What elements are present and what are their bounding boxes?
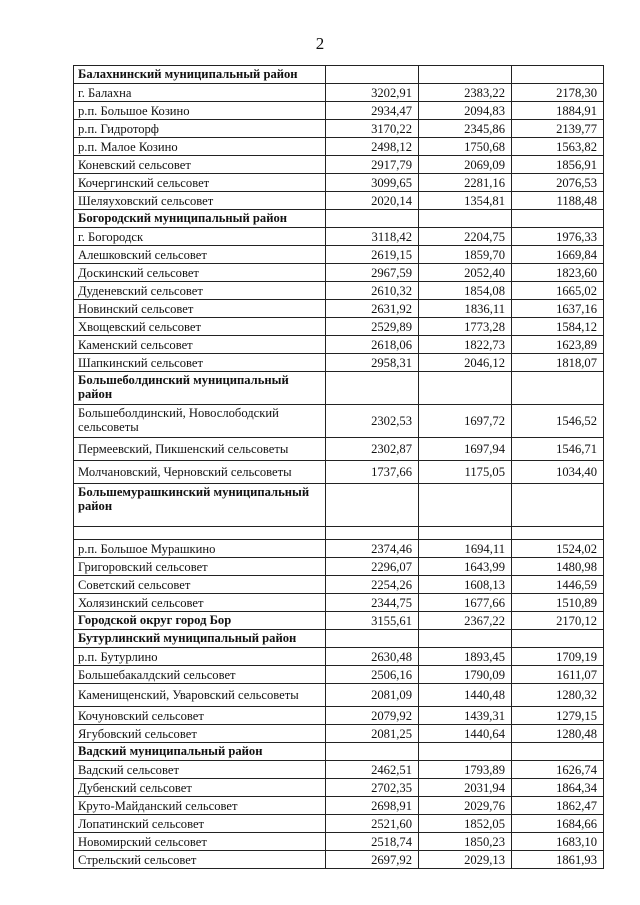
value-cell-2: 1694,11 <box>419 540 512 558</box>
district-name-cell: Вадский муниципальный район <box>74 743 326 761</box>
table-row <box>74 405 604 438</box>
value-cell-2: 2052,40 <box>419 264 512 282</box>
value-cell-2: 2345,86 <box>419 120 512 138</box>
value-cell-3: 1034,40 <box>512 461 604 484</box>
value-cell-1: 2631,92 <box>326 300 419 318</box>
value-cell-2 <box>419 210 512 228</box>
value-cell-3 <box>512 484 604 527</box>
value-cell-2: 1643,99 <box>419 558 512 576</box>
value-cell-2: 1850,23 <box>419 833 512 851</box>
value-cell-2 <box>419 66 512 84</box>
district-name-cell: Бутурлинский муниципальный район <box>74 630 326 648</box>
value-cell-3: 1623,89 <box>512 336 604 354</box>
value-cell-2: 2069,09 <box>419 156 512 174</box>
value-cell-2: 1175,05 <box>419 461 512 484</box>
value-cell-1: 3202,91 <box>326 84 419 102</box>
value-cell-3 <box>512 372 604 405</box>
district-name-cell: Богородский муниципальный район <box>74 210 326 228</box>
locality-name-cell: Григоровский сельсовет <box>74 558 326 576</box>
table-row <box>74 336 604 354</box>
value-cell-1 <box>326 66 419 84</box>
value-cell-2: 1859,70 <box>419 246 512 264</box>
value-cell-1: 2529,89 <box>326 318 419 336</box>
table-row <box>74 797 604 815</box>
locality-name-cell: Стрельский сельсовет <box>74 851 326 869</box>
value-cell-3: 1563,82 <box>512 138 604 156</box>
district-name-cell: Городской округ город Бор <box>74 612 326 630</box>
table-row <box>74 246 604 264</box>
locality-name-cell: р.п. Большое Мурашкино <box>74 540 326 558</box>
table-row <box>74 282 604 300</box>
locality-name-cell: Дуденевский сельсовет <box>74 282 326 300</box>
table-row <box>74 138 604 156</box>
value-cell-2: 1773,28 <box>419 318 512 336</box>
value-cell-3: 1584,12 <box>512 318 604 336</box>
locality-name-cell: Каменищенский, Уваровский сельсоветы <box>74 684 326 707</box>
value-cell-1: 2506,16 <box>326 666 419 684</box>
district-header-row <box>74 210 604 228</box>
value-cell-1: 2302,87 <box>326 438 419 461</box>
locality-name-cell: Шеляуховский сельсовет <box>74 192 326 210</box>
value-cell-1: 2081,25 <box>326 725 419 743</box>
value-cell-2 <box>419 372 512 405</box>
value-cell-2: 1697,72 <box>419 405 512 438</box>
table-row <box>74 761 604 779</box>
value-cell-1: 2917,79 <box>326 156 419 174</box>
value-cell-3: 2076,53 <box>512 174 604 192</box>
locality-name-cell: Лопатинский сельсовет <box>74 815 326 833</box>
value-cell-1: 2610,32 <box>326 282 419 300</box>
value-cell-1: 2081,09 <box>326 684 419 707</box>
table-body <box>74 66 604 869</box>
table-row <box>74 120 604 138</box>
value-cell-3: 1709,19 <box>512 648 604 666</box>
value-cell-2: 1854,08 <box>419 282 512 300</box>
locality-name-cell: Дубенский сельсовет <box>74 779 326 797</box>
value-cell-3: 1862,47 <box>512 797 604 815</box>
value-cell-3: 1280,32 <box>512 684 604 707</box>
value-cell-2 <box>419 743 512 761</box>
value-cell-1: 2302,53 <box>326 405 419 438</box>
value-cell-1: 2618,06 <box>326 336 419 354</box>
district-header-row <box>74 630 604 648</box>
value-cell-2: 1440,64 <box>419 725 512 743</box>
value-cell-3 <box>512 630 604 648</box>
district-header-row <box>74 612 604 630</box>
value-cell-3: 1510,89 <box>512 594 604 612</box>
locality-name-cell: Холязинский сельсовет <box>74 594 326 612</box>
district-header-row <box>74 484 604 527</box>
value-cell-2: 1836,11 <box>419 300 512 318</box>
table-row <box>74 84 604 102</box>
table-row <box>74 594 604 612</box>
district-name-cell: Большеболдинский муниципальный район <box>74 372 326 405</box>
value-cell-3: 1279,15 <box>512 707 604 725</box>
value-cell-2: 2367,22 <box>419 612 512 630</box>
value-cell-2 <box>419 527 512 540</box>
value-cell-3: 1188,48 <box>512 192 604 210</box>
value-cell-2: 2031,94 <box>419 779 512 797</box>
value-cell-1: 2518,74 <box>326 833 419 851</box>
table-row <box>74 833 604 851</box>
district-header-row <box>74 372 604 405</box>
value-cell-1: 2344,75 <box>326 594 419 612</box>
value-cell-3: 1665,02 <box>512 282 604 300</box>
value-cell-2: 1793,89 <box>419 761 512 779</box>
value-cell-1: 2521,60 <box>326 815 419 833</box>
table-row <box>74 300 604 318</box>
table-row <box>74 779 604 797</box>
value-cell-1 <box>326 484 419 527</box>
value-cell-1: 2498,12 <box>326 138 419 156</box>
value-cell-2: 1608,13 <box>419 576 512 594</box>
value-cell-2: 1750,68 <box>419 138 512 156</box>
table-row <box>74 228 604 246</box>
value-cell-1: 1737,66 <box>326 461 419 484</box>
value-cell-2: 2281,16 <box>419 174 512 192</box>
value-cell-1: 2702,35 <box>326 779 419 797</box>
value-cell-1: 2697,92 <box>326 851 419 869</box>
locality-name-cell: Ягубовский сельсовет <box>74 725 326 743</box>
locality-name-cell: г. Балахна <box>74 84 326 102</box>
district-name-cell: Большемурашкинский муниципальный район <box>74 484 326 527</box>
locality-name-cell: р.п. Малое Козино <box>74 138 326 156</box>
table-row <box>74 156 604 174</box>
locality-name-cell: г. Богородск <box>74 228 326 246</box>
value-cell-3: 1823,60 <box>512 264 604 282</box>
value-cell-2: 2029,13 <box>419 851 512 869</box>
value-cell-3: 1884,91 <box>512 102 604 120</box>
table-row <box>74 576 604 594</box>
table-row <box>74 540 604 558</box>
locality-name-cell: Алешковский сельсовет <box>74 246 326 264</box>
value-cell-3: 2178,30 <box>512 84 604 102</box>
table-row <box>74 851 604 869</box>
locality-name-cell: Коневский сельсовет <box>74 156 326 174</box>
locality-name-cell: Шапкинский сельсовет <box>74 354 326 372</box>
value-cell-2: 2094,83 <box>419 102 512 120</box>
value-cell-3: 1669,84 <box>512 246 604 264</box>
value-cell-2: 1677,66 <box>419 594 512 612</box>
table-row <box>74 102 604 120</box>
table-row <box>74 318 604 336</box>
value-cell-2: 2029,76 <box>419 797 512 815</box>
value-cell-2: 2383,22 <box>419 84 512 102</box>
locality-name-cell: Большебакалдский сельсовет <box>74 666 326 684</box>
value-cell-3: 2139,77 <box>512 120 604 138</box>
value-cell-1 <box>326 372 419 405</box>
district-name-cell: Балахнинский муниципальный район <box>74 66 326 84</box>
table-row <box>74 725 604 743</box>
value-cell-3: 1626,74 <box>512 761 604 779</box>
value-cell-2: 1439,31 <box>419 707 512 725</box>
value-cell-3: 1446,59 <box>512 576 604 594</box>
value-cell-2: 1852,05 <box>419 815 512 833</box>
value-cell-1: 2958,31 <box>326 354 419 372</box>
value-cell-3: 1683,10 <box>512 833 604 851</box>
value-cell-1 <box>326 630 419 648</box>
value-cell-3: 1856,91 <box>512 156 604 174</box>
value-cell-2: 1893,45 <box>419 648 512 666</box>
value-cell-3 <box>512 66 604 84</box>
value-cell-3: 1546,71 <box>512 438 604 461</box>
table-row <box>74 648 604 666</box>
value-cell-3: 1861,93 <box>512 851 604 869</box>
value-cell-1: 2967,59 <box>326 264 419 282</box>
value-cell-3: 1524,02 <box>512 540 604 558</box>
table-row <box>74 815 604 833</box>
table-row <box>74 438 604 461</box>
value-cell-2: 1822,73 <box>419 336 512 354</box>
value-cell-3 <box>512 743 604 761</box>
locality-name-cell: Круто-Майданский сельсовет <box>74 797 326 815</box>
value-cell-1: 2630,48 <box>326 648 419 666</box>
value-cell-3: 1546,52 <box>512 405 604 438</box>
value-cell-3: 1818,07 <box>512 354 604 372</box>
value-cell-1: 2619,15 <box>326 246 419 264</box>
value-cell-2 <box>419 484 512 527</box>
table-row <box>74 707 604 725</box>
locality-name-cell: Каменский сельсовет <box>74 336 326 354</box>
value-cell-3: 1611,07 <box>512 666 604 684</box>
value-cell-3 <box>512 527 604 540</box>
value-cell-1: 2698,91 <box>326 797 419 815</box>
value-cell-2: 1790,09 <box>419 666 512 684</box>
page-number: 2 <box>315 34 325 53</box>
value-cell-1 <box>326 527 419 540</box>
value-cell-1: 3170,22 <box>326 120 419 138</box>
value-cell-3: 1280,48 <box>512 725 604 743</box>
locality-name-cell: Доскинский сельсовет <box>74 264 326 282</box>
locality-name-cell: Молчановский, Черновский сельсоветы <box>74 461 326 484</box>
value-cell-2: 1354,81 <box>419 192 512 210</box>
table-row <box>74 666 604 684</box>
locality-name-cell: Новомирский сельсовет <box>74 833 326 851</box>
value-cell-1: 3118,42 <box>326 228 419 246</box>
locality-name-cell: Вадский сельсовет <box>74 761 326 779</box>
value-cell-1: 2296,07 <box>326 558 419 576</box>
value-cell-1: 2462,51 <box>326 761 419 779</box>
value-cell-1: 3155,61 <box>326 612 419 630</box>
value-cell-1: 2934,47 <box>326 102 419 120</box>
locality-name-cell: Большеболдинский, Новослободский сельсоветы <box>74 405 326 438</box>
table-row <box>74 558 604 576</box>
value-cell-2: 2046,12 <box>419 354 512 372</box>
value-cell-3: 1976,33 <box>512 228 604 246</box>
value-cell-2: 1697,94 <box>419 438 512 461</box>
table-row <box>74 527 604 540</box>
locality-name-cell: Новинский сельсовет <box>74 300 326 318</box>
value-cell-3 <box>512 210 604 228</box>
table-row <box>74 354 604 372</box>
table-row <box>74 192 604 210</box>
district-header-row <box>74 743 604 761</box>
table-row <box>74 684 604 707</box>
value-cell-1: 2374,46 <box>326 540 419 558</box>
district-header-row <box>74 66 604 84</box>
locality-name-cell: р.п. Бутурлино <box>74 648 326 666</box>
locality-name-cell: р.п. Большое Козино <box>74 102 326 120</box>
value-cell-2: 2204,75 <box>419 228 512 246</box>
value-cell-3: 1864,34 <box>512 779 604 797</box>
table-row <box>74 174 604 192</box>
table-row <box>74 264 604 282</box>
value-cell-1: 2254,26 <box>326 576 419 594</box>
value-cell-3: 1480,98 <box>512 558 604 576</box>
value-cell-2: 1440,48 <box>419 684 512 707</box>
value-cell-1: 2020,14 <box>326 192 419 210</box>
value-cell-3: 1684,66 <box>512 815 604 833</box>
locality-name-cell: Пермеевский, Пикшенский сельсоветы <box>74 438 326 461</box>
table-row <box>74 461 604 484</box>
locality-name-cell: Кочуновский сельсовет <box>74 707 326 725</box>
locality-name-cell <box>74 527 326 540</box>
value-cell-3: 2170,12 <box>512 612 604 630</box>
tariff-table <box>73 65 604 869</box>
value-cell-1: 3099,65 <box>326 174 419 192</box>
value-cell-2 <box>419 630 512 648</box>
value-cell-3: 1637,16 <box>512 300 604 318</box>
locality-name-cell: Хвощевский сельсовет <box>74 318 326 336</box>
value-cell-1 <box>326 210 419 228</box>
value-cell-1: 2079,92 <box>326 707 419 725</box>
value-cell-1 <box>326 743 419 761</box>
locality-name-cell: Советский сельсовет <box>74 576 326 594</box>
locality-name-cell: р.п. Гидроторф <box>74 120 326 138</box>
locality-name-cell: Кочергинский сельсовет <box>74 174 326 192</box>
